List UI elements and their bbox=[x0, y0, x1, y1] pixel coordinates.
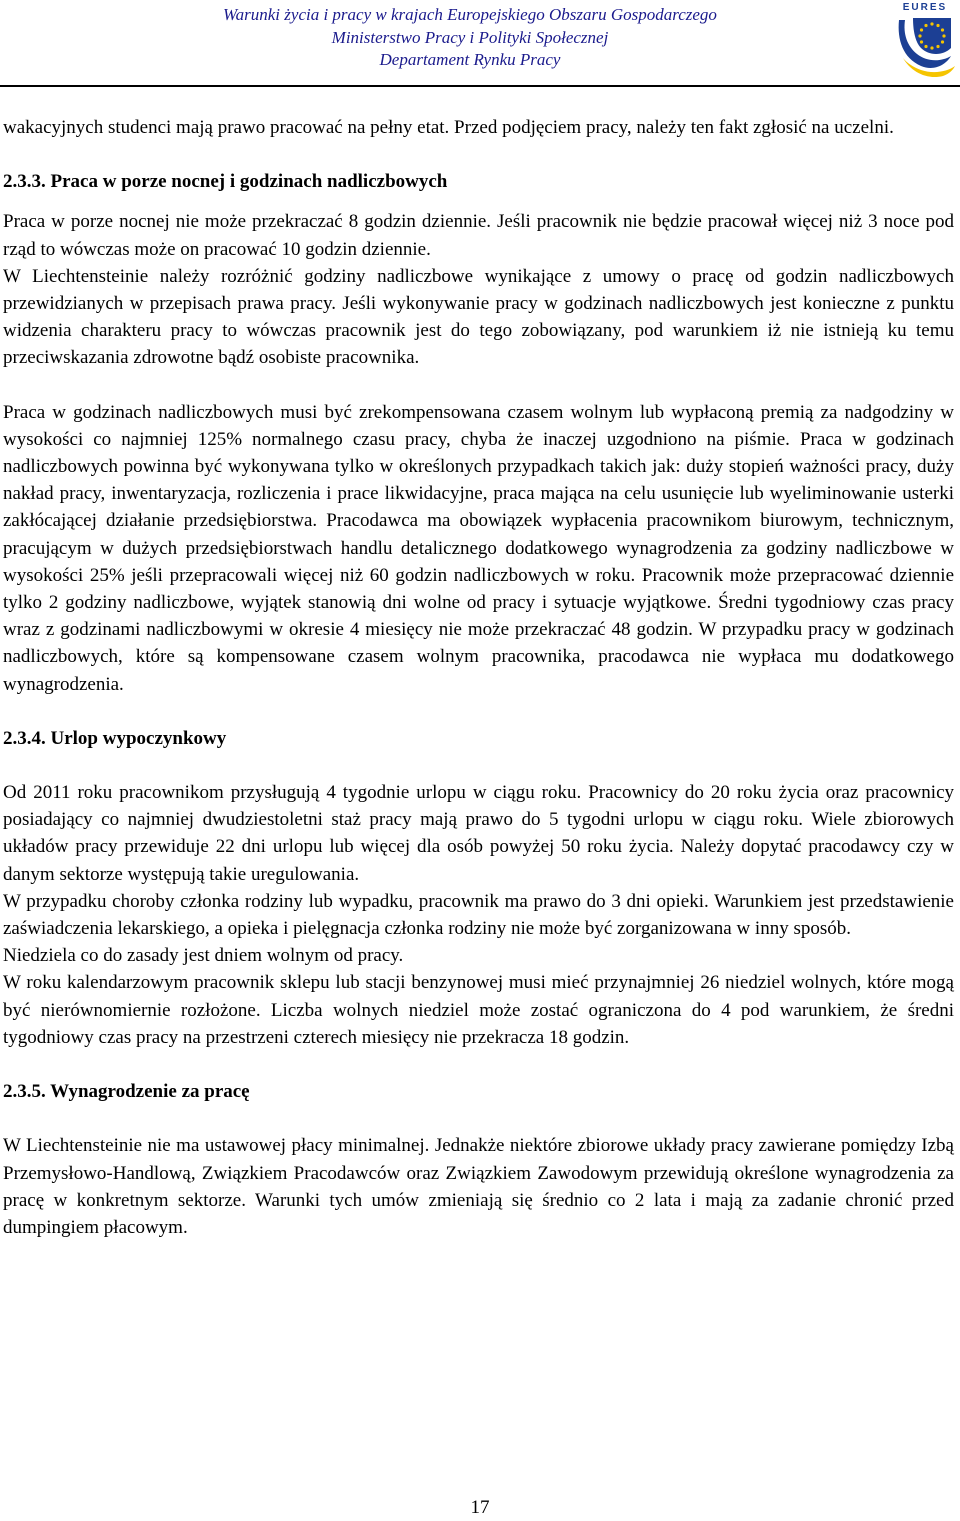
header-title: Warunki życia i pracy w krajach Europejskiego Obszaru Gospodarczego bbox=[223, 5, 717, 24]
paragraph-overtime-distinction: W Liechtensteinie należy rozróżnić godziny nadliczbowe wynikające z umowy o pracę od godzin nadliczbowych przewidzianych w przepisach prawa pracy. Jeśli wykonywanie pracy w godzinach nadliczbowych jest konieczne z punktu widzenia charakteru pracy to wówczas pracownik jest do tego zobowiązany, pod warunkiem iż nie istnieją ku temu przeciwskazania zdrowotne bądź osobiste pracownika. bbox=[3, 265, 954, 369]
header-text bbox=[130, 4, 810, 72]
section-heading-annual-leave: 2.3.4. Urlop wypoczynkowy bbox=[3, 727, 227, 749]
paragraph-sunday: Niedziela co do zasady jest dniem wolnym od pracy. bbox=[3, 945, 404, 967]
page-number: 17 bbox=[470, 1497, 490, 1518]
paragraph-minimum-wage: W Liechtensteinie nie ma ustawowej płacy minimalnej. Jednakże niektóre zbiorowe układy pracy zawierane pomiędzy Izbą Przemysłowo-Handlową, Związkiem Pracodawców oraz Związkiem Zawodowym przewidują określone wynagrodzenia za pracę w konkretnym sektorze. Warunki tych umów zmieniają się średnio co 2 lata i mają za zadanie chronić przed dumpingiem płacowym. bbox=[3, 1135, 954, 1238]
paragraph-free-sundays: W roku kalendarzowym pracownik sklepu lub stacji benzynowej musi mieć przynajmniej 26 niedziel wolnych, które mogą być nierównomiernie rozłożone. Liczba wolnych niedziel może zostać ograniczona do 4 pod warunkiem, że średni tygodniowy czas pracy na przestrzeni czterech miesięcy nie przekracza 18 godzin. bbox=[3, 972, 954, 1048]
section-heading-night-work: 2.3.3. Praca w porze nocnej i godzinach nadliczbowych bbox=[3, 171, 448, 193]
eures-logo-text: EURES bbox=[902, 2, 948, 13]
eures-logo-icon bbox=[893, 0, 957, 84]
header-divider bbox=[0, 85, 960, 87]
paragraph-family-care: W przypadku choroby członka rodziny lub wypadku, pracownik ma prawo do 3 dni opieki. Warunkiem jest przedstawienie zaświadczenia lekarskiego, a opieka i pielęgnacja członka rodziny nie może być zorganizowana w inny sposób. bbox=[3, 890, 954, 940]
header-ministry: Ministerstwo Pracy i Polityki Społecznej bbox=[331, 27, 609, 47]
page-header bbox=[0, 0, 960, 86]
paragraph-night-work: Praca w porze nocnej nie może przekraczać 8 godzin dziennie. Jeśli pracownik nie będzie pracował więcej niż 3 noce pod rząd to wówczas może on pracować 10 godzin dziennie. bbox=[3, 211, 954, 260]
paragraph-continuation: wakacyjnych studenci mają prawo pracować na pełny etat. Przed podjęciem pracy, należy ten fakt zgłosić na uczelni. bbox=[3, 117, 894, 138]
header-department: Departament Rynku Pracy bbox=[379, 50, 561, 69]
document-body bbox=[3, 114, 954, 1241]
paragraph-leave-entitlement: Od 2011 roku pracownikom przysługują 4 tygodnie urlopu w ciągu roku. Pracownicy do 20 roku życia oraz pracownicy posiadający co najmniej dwudziestoletni staż pracy mają prawo do 5 tygodni urlopu w ciągu roku. Wiele zbiorowych układów pracy przewiduje 22 dni urlopu lub więcej dla osób powyżej 50 roku życia. Należy dopytać pracodawcy czy w danym sektorze występują takie uregulowania. bbox=[3, 782, 954, 885]
section-heading-wages: 2.3.5. Wynagrodzenie za pracę bbox=[3, 1081, 250, 1103]
paragraph-overtime-compensation: Praca w godzinach nadliczbowych musi być zrekompensowana czasem wolnym lub wypłaconą premią za nadgodziny w wysokości co najmniej 125% normalnego czasu pracy, chyba że inaczej uzgodniono na piśmie. Praca w godzinach nadliczbowych powinna być wykonywana tylko w określonych przypadkach takich jak: duży stopień ważności pracy, duży nakład pracy, inwentaryzacja, rozliczenia i prace likwidacyjne, praca mająca na celu usunięcie lub wyeliminowanie usterki zakłócającej działanie przedsiębiorstwa. Pracodawca ma obowiązek wypłacenia pracownikom biurowym, technicznym, pracującym w dużych przedsiębiorstwach handlu detalicznego dodatkowego wynagrodzenia za godziny nadliczbowe w wysokości 25% jeśli przepracowali więcej niż 60 godzin nadliczbowych w roku. Pracownik może przepracować dziennie tylko 2 godziny nadliczbowe, wyjątek stanowią dni wolne od pracy i sytuacje wyjątkowe. Średni tygodniowy czas pracy wraz z godzinami nadliczbowymi w okresie 4 miesięcy nie może przekraczać 48 godzin. W przypadku pracy w godzinach nadliczbowych, które są kompensowane czasem wolnym pracownika, pracodawca nie wypłaca mu dodatkowego wynagrodzenia. bbox=[3, 401, 954, 695]
